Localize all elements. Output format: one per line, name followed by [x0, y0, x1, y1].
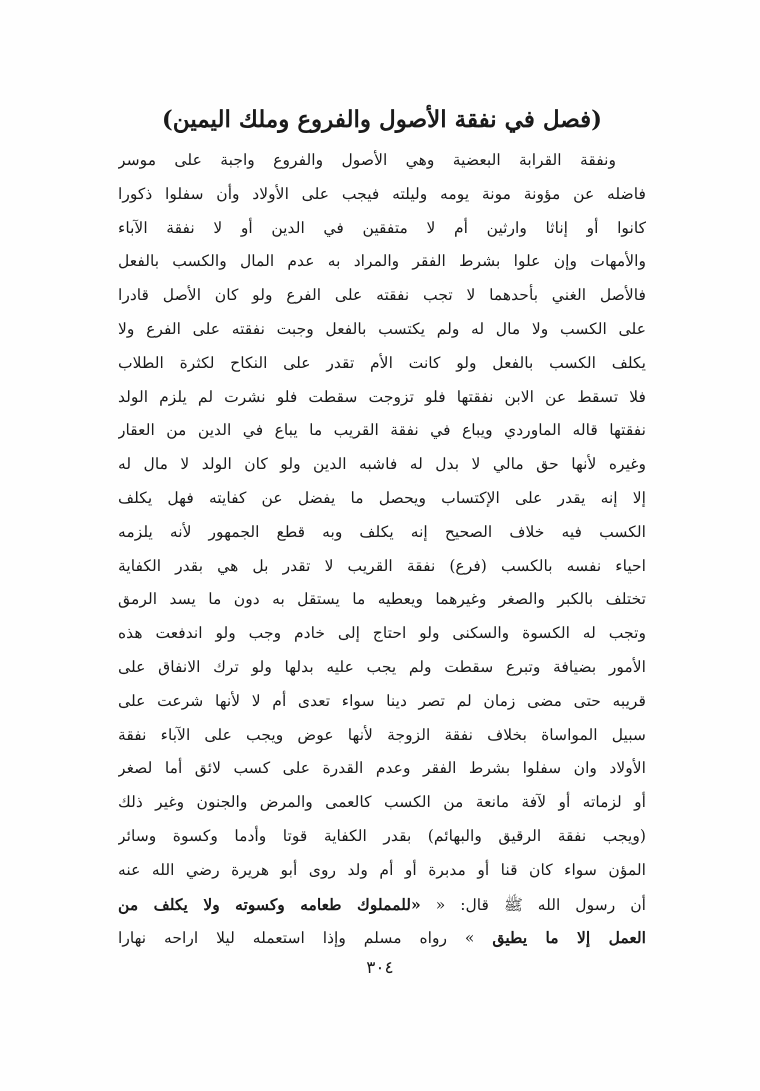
text-line-plain: أن رسول الله ﷺ قال: « — [435, 895, 646, 914]
text-line: كانوا أو إناثا وارثين أم لا متفقين في الدين أو لا نفقة الآباء — [118, 218, 646, 237]
hadith-text-bold: «للمملوك طعامه وكسوته ولا يكلف من — [118, 894, 421, 914]
hadith-text-bold: العمل إلا ما يطيق — [492, 928, 646, 948]
text-line: فلا تسقط عن الابن نفقتها فلو تزوجت سقطت فلو نشرت لم يلزم الولد — [118, 387, 646, 406]
text-line: وتجب له الكسوة والسكنى ولو احتاج إلى خادم وجب ولو اندفعت هذه — [118, 624, 646, 643]
text-line: إلا إنه يقدر على الإكتساب ويحصل ما يفضل عن كفايته فهل يكلف — [118, 488, 646, 507]
section-title: (فصل في نفقة الأصول والفروع وملك اليمين) — [161, 106, 603, 133]
text-block — [118, 96, 646, 955]
text-line: يكلف الكسب بالفعل ولو كانت الأم تقدر على النكاح لكثرة الطلاب — [118, 353, 646, 372]
text-line: على الكسب ولا مال له ولم يكتسب بالفعل وجبت نفقته على الفرع ولا — [118, 319, 646, 338]
text-line: فاضله عن مؤونة مونة يومه وليلته فيجب على الأولاد وأن سفلوا ذكورا — [118, 184, 646, 203]
text-line: احياء نفسه بالكسب (فرع) نفقة القريب لا تقدر بل هي بقدر الكفاية — [118, 556, 646, 575]
text-line: الأولاد وان سفلوا بشرط الفقر وعدم القدرة على كسب لائق أما لصغر — [118, 759, 646, 778]
text-line: تختلف بالكبر والصغر وغيرهما ويعطيه ما يستقل به دون ما يسد الرمق — [118, 590, 646, 609]
text-line: وغيره لأنها حق مالي لا بدل له فاشبه الدين ولو كان الولد لا مال له — [118, 455, 646, 474]
text-line: (ويجب نفقة الرقيق والبهائم) بقدر الكفاية قوتا وأدما وكسوة وسائر — [118, 826, 646, 845]
text-line: فالأصل الغني بأحدهما لا تجب نفقته على الفرع ولو كان الأصل قادرا — [118, 286, 646, 305]
text-line: الأمور بضيافة وتبرع سقطت ولم يجب عليه بدلها ولو ترك الانفاق على — [118, 657, 646, 676]
text-line: والأمهات وإن علوا بشرط الفقر والمراد به عدم المال والكسب بالفعل — [118, 252, 646, 271]
text-line: المؤن سواء كان قنا أو مدبرة أو أم ولد روى أبو هريرة رضي الله عنه — [118, 860, 646, 879]
text-line: أو لزماته أو لآفة مانعة من الكسب كالعمى والمرض والجنون وغير ذلك — [118, 793, 646, 812]
text-line-hadith-start — [118, 888, 646, 922]
text-line: سبيل المواساة بخلاف نفقة الزوجة لأنها عوض ويجب على الآباء نفقة — [118, 725, 646, 744]
text-line-plain: » رواه مسلم وإذا استعمله ليلا اراحه نهارا — [118, 929, 475, 948]
text-line: ونفقة القرابة البعضية وهي الأصول والفروع واجبة على موسر — [118, 151, 616, 169]
text-line-hadith-end — [118, 921, 646, 955]
text-line: نفقتها قاله الماوردي ويباع في نفقة القريب ما يباع في الدين من العقار — [118, 421, 646, 440]
text-line: الكسب فيه خلاف الصحيح إنه يكلف وبه قطع الجمهور لأنه يلزمه — [118, 522, 646, 541]
page-number: ٣٠٤ — [366, 958, 394, 978]
text-line: قريبه حتى مضى زمان لم تصر دينا سواء تعدى أم لا لأنها شرعت على — [118, 691, 646, 710]
